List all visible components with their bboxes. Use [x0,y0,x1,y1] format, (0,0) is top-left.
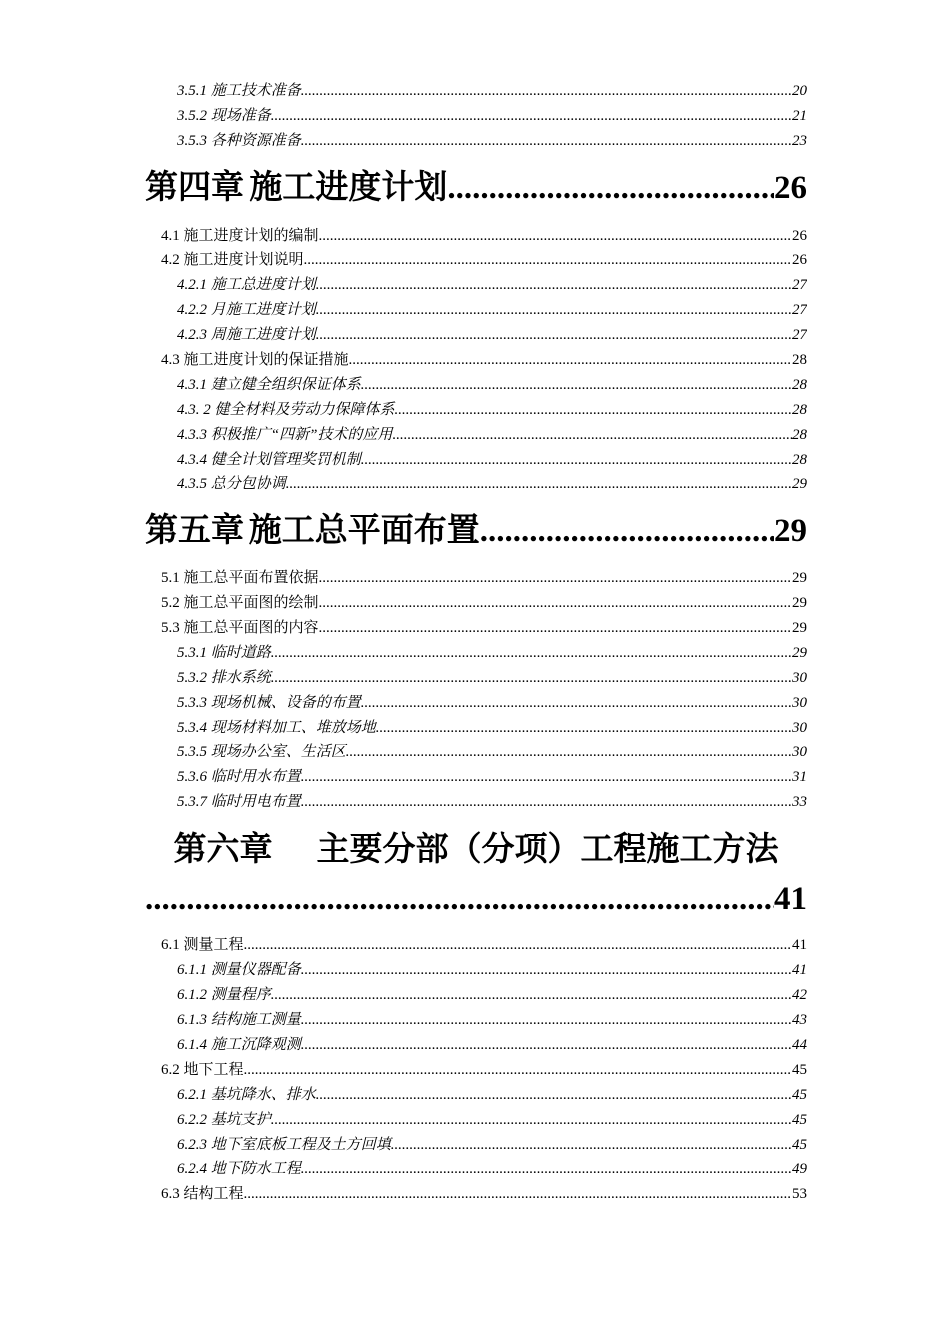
toc-entry[interactable] [177,717,807,739]
leader-dots [145,877,774,921]
toc-page-number: 29 [792,645,807,661]
toc-chapter-6-title[interactable] [145,828,807,872]
toc-page-number: 45 [792,1137,807,1153]
toc-page-number: 45 [792,1087,807,1103]
toc-entry-label: 3.5.3 各种资源准备 [177,133,301,149]
toc-page-number: 44 [792,1037,807,1053]
toc-entry[interactable] [177,374,807,396]
leader-dots [244,1183,792,1205]
toc-page-number: 26 [792,228,807,244]
toc-entry[interactable] [161,934,807,956]
toc-entry-label: 5.3.4 现场材料加工、堆放场地 [177,720,376,736]
leader-dots [361,449,792,471]
toc-page-number: 28 [792,402,807,418]
leader-dots [304,249,792,271]
leader-dots [392,424,792,446]
chapter-number: 第五章 [145,513,244,549]
leader-dots [301,1034,792,1056]
toc-page-number: 41 [774,881,807,917]
toc-page-number: 45 [792,1112,807,1128]
toc-entry[interactable] [177,473,807,495]
leader-dots [361,374,792,396]
toc-page-number: 41 [792,937,807,953]
toc-entry[interactable] [177,692,807,714]
toc-page-number: 27 [792,277,807,293]
toc-chapter-4[interactable] [145,166,807,210]
leader-dots [316,299,792,321]
toc-page-number: 23 [792,133,807,149]
toc-entry[interactable] [177,959,807,981]
toc-entry[interactable] [177,642,807,664]
toc-entry-label: 4.3.3 积极推广“四新”技术的应用 [177,427,393,443]
toc-entry[interactable] [161,1059,807,1081]
toc-entry[interactable] [177,1109,807,1131]
leader-dots [301,80,792,102]
toc-page-number: 28 [792,427,807,443]
toc-entry-label: 5.3.7 临时用电布置 [177,794,301,810]
toc-entry[interactable] [177,299,807,321]
toc-entry[interactable] [177,984,807,1006]
toc-entry-label: 6.1 测量工程 [161,937,244,953]
toc-entry-label: 5.1 施工总平面布置依据 [161,570,319,586]
toc-page-number: 20 [792,83,807,99]
toc-entry[interactable] [177,667,807,689]
chapter-title: 主要分部（分项）工程施工方法 [316,832,779,868]
toc-entry-label: 4.2.1 施工总进度计划 [177,277,316,293]
toc-page-number: 29 [792,570,807,586]
toc-chapter-5[interactable] [145,509,807,553]
toc-page-number: 30 [792,695,807,711]
leader-dots [319,617,792,639]
toc-entry-label: 6.1.1 测量仪器配备 [177,962,301,978]
toc-page-number: 30 [792,720,807,736]
toc-entry-label: 5.3.1 临时道路 [177,645,271,661]
leader-dots [301,791,792,813]
chapter-title: 施工进度计划 [249,170,448,206]
toc-entry-label: 4.3. 2 健全材料及劳动力保障体系 [177,402,395,418]
toc-entry-label: 6.1.3 结构施工测量 [177,1012,301,1028]
leader-dots [346,741,792,763]
toc-entry[interactable] [161,349,807,371]
toc-page-number: 29 [774,513,807,549]
chapter-number: 第六章 [173,832,273,868]
toc-entry[interactable] [177,741,807,763]
leader-dots [271,642,792,664]
toc-page-number: 21 [792,108,807,124]
toc-entry[interactable] [177,1158,807,1180]
chapter-number: 第四章 [145,170,244,206]
toc-page-number: 41 [792,962,807,978]
toc-page-number: 28 [792,352,807,368]
leader-dots [376,717,792,739]
toc-entry[interactable] [177,274,807,296]
toc-page-number: 26 [774,170,807,206]
toc-page-number: 28 [792,377,807,393]
leader-dots [301,766,792,788]
toc-page-number: 28 [792,452,807,468]
toc-entry-label: 4.3 施工进度计划的保证措施 [161,352,349,368]
toc-entry[interactable] [161,617,807,639]
toc-entry[interactable] [177,1084,807,1106]
leader-dots [271,105,792,127]
toc-page-number: 30 [792,670,807,686]
leader-dots [244,934,792,956]
toc-entry-label: 6.2.4 地下防水工程 [177,1161,301,1177]
toc-entry[interactable] [177,399,807,421]
leader-dots [316,324,792,346]
toc-entry[interactable] [177,80,807,102]
toc-entry[interactable] [177,105,807,127]
toc-entry[interactable] [177,130,807,152]
toc-chapter-6-leader[interactable] [145,877,807,921]
toc-entry-label: 4.1 施工进度计划的编制 [161,228,319,244]
toc-page-number: 45 [792,1062,807,1078]
leader-dots [395,399,792,421]
toc-page-number: 33 [792,794,807,810]
toc-entry-label: 4.3.1 建立健全组织保证体系 [177,377,361,393]
leader-dots [301,130,792,152]
toc-entry-label: 6.2.1 基坑降水、排水 [177,1087,316,1103]
toc-entry-label: 6.3 结构工程 [161,1186,244,1202]
toc-page-number: 29 [792,476,807,492]
toc-entry-label: 4.3.5 总分包协调 [177,476,286,492]
toc-page-number: 30 [792,744,807,760]
toc-entry-label: 6.2.3 地下室底板工程及土方回填 [177,1137,391,1153]
leader-dots [301,1009,792,1031]
toc-page-number: 29 [792,595,807,611]
toc-page-number: 29 [792,620,807,636]
toc-entry[interactable] [177,766,807,788]
toc-entry[interactable] [177,791,807,813]
leader-dots [286,473,792,495]
toc-page-number: 42 [792,987,807,1003]
toc-entry-label: 6.1.4 施工沉降观测 [177,1037,301,1053]
toc-page-number: 49 [792,1161,807,1177]
chapter-title: 施工总平面布置 [248,513,480,549]
toc-entry-label: 5.3.2 排水系统 [177,670,271,686]
toc-entry[interactable] [177,324,807,346]
toc-entry-label: 4.2 施工进度计划说明 [161,252,304,268]
toc-entry-label: 5.3.6 临时用水布置 [177,769,301,785]
leader-dots [316,1084,792,1106]
toc-page-number: 26 [792,252,807,268]
leader-dots [480,509,774,553]
leader-dots [319,592,792,614]
toc-entry[interactable] [161,1183,807,1205]
toc-entry[interactable] [161,249,807,271]
leader-dots [244,1059,792,1081]
leader-dots [271,1109,792,1131]
toc-entry-label: 4.2.3 周施工进度计划 [177,327,316,343]
leader-dots [349,349,792,371]
toc-entry[interactable] [177,1009,807,1031]
toc-page-number: 43 [792,1012,807,1028]
leader-dots [301,1158,792,1180]
leader-dots [447,166,774,210]
toc-entry-label: 6.2.2 基坑支护 [177,1112,271,1128]
leader-dots [319,567,792,589]
toc-entry[interactable] [177,1034,807,1056]
toc-entry-label: 5.3.5 现场办公室、生活区 [177,744,346,760]
leader-dots [271,984,792,1006]
leader-dots [301,959,792,981]
toc-entry-label: 4.3.4 健全计划管理奖罚机制 [177,452,361,468]
toc-entry[interactable] [161,225,807,247]
toc-entry[interactable] [177,1134,807,1156]
toc-page-number: 31 [792,769,807,785]
toc-entry-label: 5.3 施工总平面图的内容 [161,620,319,636]
leader-dots [391,1134,792,1156]
leader-dots [361,692,792,714]
toc-entry[interactable] [177,449,807,471]
toc-entry-label: 3.5.2 现场准备 [177,108,271,124]
toc-entry-label: 6.1.2 测量程序 [177,987,271,1003]
toc-page-number: 27 [792,302,807,318]
toc-entry-label: 5.2 施工总平面图的绘制 [161,595,319,611]
leader-dots [271,667,792,689]
toc-entry[interactable] [161,592,807,614]
toc-entry-label: 4.2.2 月施工进度计划 [177,302,316,318]
toc-entry-label: 3.5.1 施工技术准备 [177,83,301,99]
toc-entry-label: 5.3.3 现场机械、设备的布置 [177,695,361,711]
toc-page-number: 53 [792,1186,807,1202]
leader-dots [316,274,792,296]
leader-dots [319,225,792,247]
toc-entry[interactable] [177,424,807,446]
toc-entry[interactable] [161,567,807,589]
toc-page-number: 27 [792,327,807,343]
toc-entry-label: 6.2 地下工程 [161,1062,244,1078]
